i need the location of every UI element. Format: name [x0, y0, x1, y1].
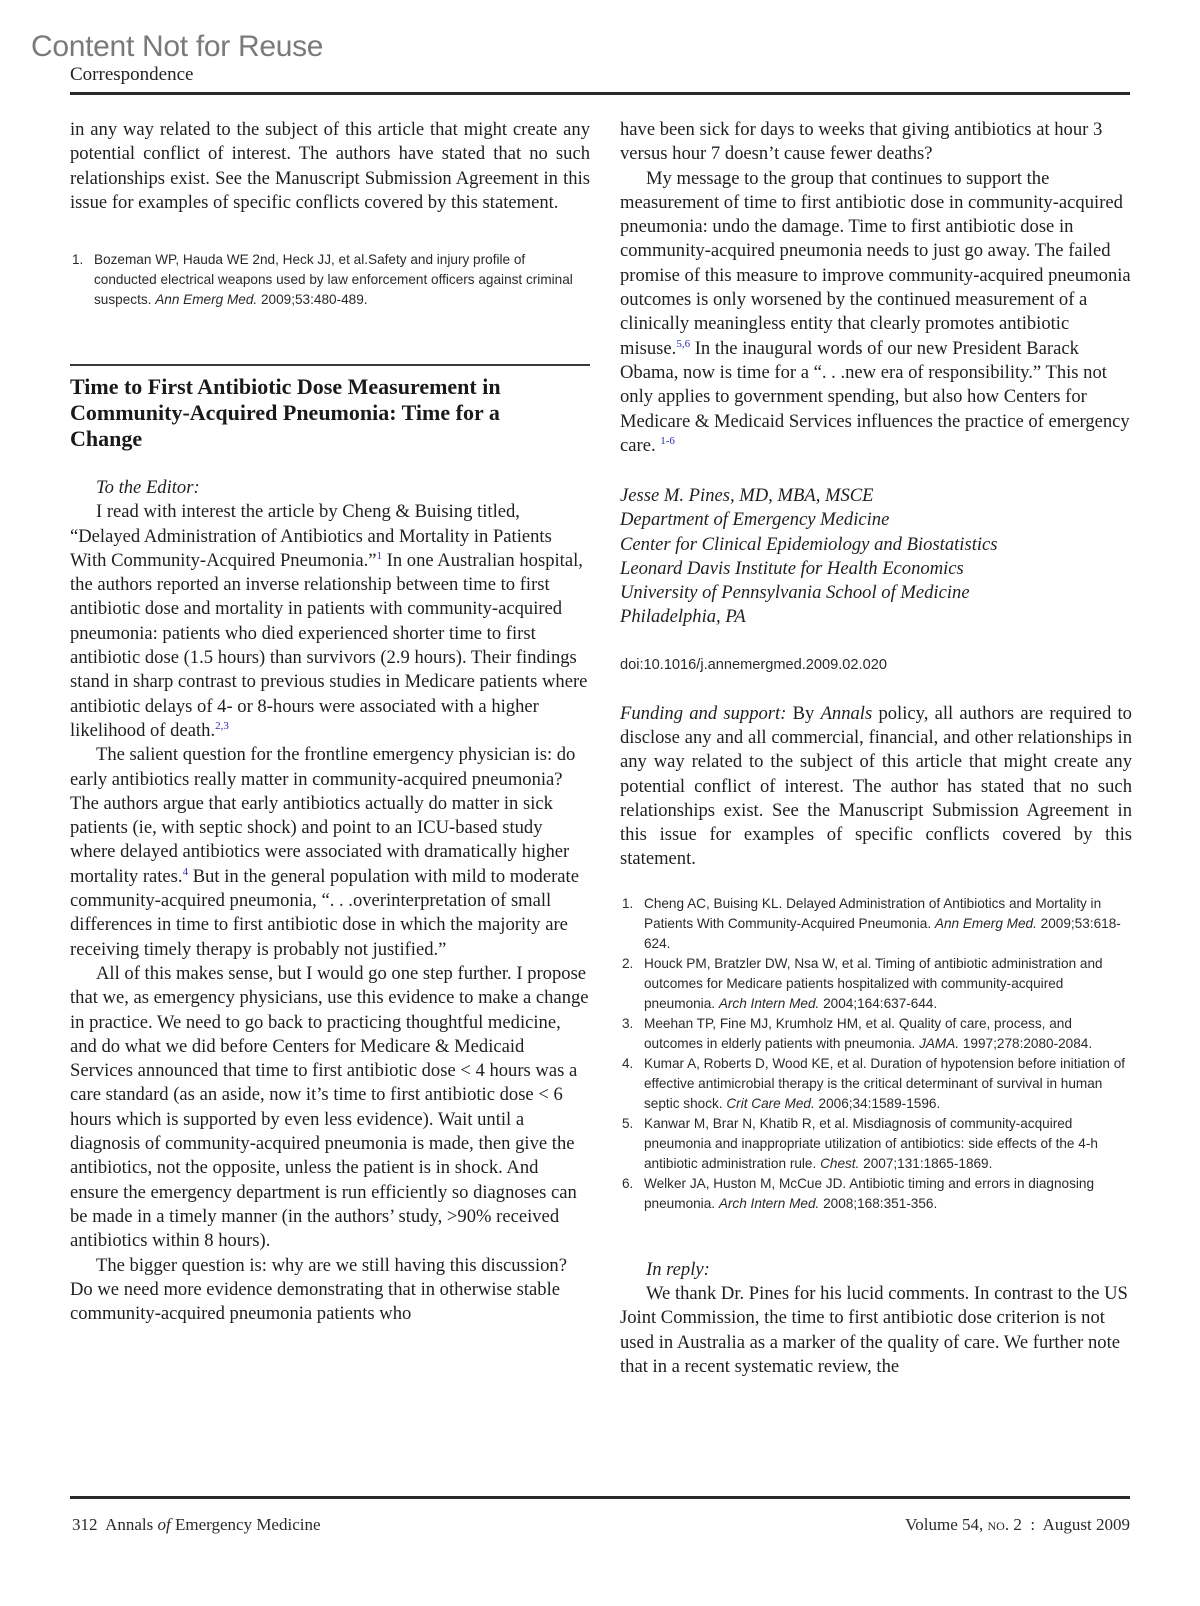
author-affiliation: University of Pennsylvania School of Medicine	[620, 581, 970, 603]
watermark: Content Not for Reuse	[31, 30, 324, 63]
header-rule	[70, 92, 1130, 95]
author-block	[620, 484, 1132, 629]
paragraph-4: The bigger question is: why are we still having this discussion? Do we need more evidence demonstrating that in otherwise stable community-acquired pneumonia patients who	[70, 1254, 567, 1325]
reference-item: 1. Bozeman WP, Hauda WE 2nd, Heck JJ, et al.Safety and injury profile of conducted electrical weapons used by law enforcement officers against criminal suspects. Ann Emerg Med. 2009;53:480-489.	[72, 252, 573, 307]
paragraph-1: I read with interest the article by Cheng & Buising titled, “Delayed Administration of Antibiotics and Mortality in Patients With Community-Acquired Pneumonia.”$^1$ In one Australian hospital, the authors reported an inverse relationship between time to first antibiotic dose and mortality in patients with community-acquired pneumonia: patients who died experienced shorter time to first antibiotic dose (1.5 hours) than survivors (2.9 hours). Their findings stand in sharp contrast to previous studies in Medicare patients where antibiotic delays of 4- or 8-hours were associated with a higher likelihood of death.$^{2,3}$	[70, 501, 588, 741]
reference-number: 1.	[72, 252, 84, 267]
citation-link[interactable]: 5,6	[676, 337, 691, 350]
citation-link[interactable]: 1-6	[660, 434, 675, 447]
author-location: Philadelphia, PA	[620, 606, 746, 628]
citation-link[interactable]: 2,3	[215, 719, 229, 732]
reference-item: 1. Cheng AC, Buising KL. Delayed Administration of Antibiotics and Mortality in Patients With Community-Acquired Pneumonia. Ann Emerg Med. 2009;53:618-624.	[622, 895, 1121, 951]
reference-item: 3. Meehan TP, Fine MJ, Krumholz HM, et al. Quality of care, process, and outcomes in elderly patients with pneumonia. JAMA. 1997;278:2080-2084.	[622, 1015, 1093, 1051]
left-column	[70, 118, 590, 1326]
article-title: Time to First Antibiotic Dose Measurement in Community-Acquired Pneumonia: Time for a Change	[70, 374, 501, 451]
paragraph-3: All of this makes sense, but I would go one step further. I propose that we, as emergency physicians, use this evidence to make a change in practice. We need to go back to practicing thoughtful medicine, and do what we did before Centers for Medicare & Medicaid Services announced that time to first antibiotic dose < 4 hours was a care standard (as an aside, now it’s time to first antibiotic dose < 6 hours which is supported by even less evidence). Wait until a diagnosis of community-acquired pneumonia is made, then give the antibiotics, not the opposite, unless the patient is in shock. And ensure the emergency department is run efficiently so diagnoses can be made in a timely manner (in the authors’ study, >90% received antibiotics within 8 hours).	[70, 962, 589, 1252]
reference-list	[620, 894, 1132, 1214]
reply-paragraph: We thank Dr. Pines for his lucid comments. In contrast to the US Joint Commission, the time to first antibiotic dose criterion is not used in Australia as a marker of the quality of care. We further note that in a recent systematic review, the	[620, 1283, 1128, 1377]
author-affiliation: Department of Emergency Medicine	[620, 509, 890, 531]
author-name: Jesse M. Pines, MD, MBA, MSCE	[620, 485, 874, 507]
reference-item: 4. Kumar A, Roberts D, Wood KE, et al. Duration of hypotension before initiation of effective antimicrobial therapy is the critical determinant of survival in human septic shock. Crit Care Med. 2006;34:1589-1596.	[622, 1055, 1126, 1111]
reference-item: 6. Welker JA, Huston M, McCue JD. Antibiotic timing and errors in diagnosing pneumonia. Arch Intern Med. 2008;168:351-356.	[622, 1175, 1095, 1211]
footer-rule	[70, 1496, 1130, 1499]
reference-item: 5. Kanwar M, Brar N, Khatib R, et al. Misdiagnosis of community-acquired pneumonia and inappropriate utilization of antibiotics: side effects of the 4-h antibiotic administration rule. Chest. 2007;131:1865-1869.	[622, 1115, 1098, 1171]
section-label: Correspondence	[70, 64, 194, 85]
citation-link[interactable]: 4	[182, 865, 189, 878]
reference-journal: Ann Emerg Med.	[155, 292, 258, 307]
paragraph-5: My message to the group that continues to support the measurement of time to first antibiotic dose in community-acquired pneumonia: undo the damage. Time to first antibiotic dose in community-acquired pneumonia needs to just go away. The failed promise of this measure to improve community-acquired pneumonia outcomes is only worsened by the continued measurement of a clinically meaningless entity that clearly promotes antibiotic misuse.$^{5,6}$ In the inaugural words of our new President Barack Obama, now is time for a “. . .new era of responsibility.” This not only applies to government spending, but also how Centers for Medicare & Medicaid Services influences the practice of emergency care. $^{1-6}$	[620, 167, 1131, 456]
previous-disclosure-tail: in any way related to the subject of this article that might create any potential conflict of interest. The authors have stated that no such relationships exist. See the Manuscript Submission Agreement in this issue for examples of specific conflicts covered by this statement.	[70, 119, 590, 213]
funding-label: Funding and support:	[620, 702, 787, 724]
footer-journal: 312 Annals of Emergency Medicine	[72, 1515, 321, 1534]
article-divider	[70, 364, 590, 366]
reference-item: 2. Houck PM, Bratzler DW, Nsa W, et al. Timing of antibiotic administration and outcomes for Medicare patients hospitalized with community-acquired pneumonia. Arch Intern Med. 2004;164:637-644.	[622, 955, 1103, 1011]
page-number: 312	[72, 1515, 98, 1534]
author-affiliation: Center for Clinical Epidemiology and Biostatistics	[620, 533, 998, 555]
funding-statement: Funding and support: By Annals policy, all authors are required to disclose any and all commercial, financial, and other relationships in any way related to the subject of this article that might create any potential conflict of interest. The author has stated that no such relationships exist. See the Manuscript Submission Agreement in this issue for examples of specific conflicts covered by this statement.	[620, 702, 1132, 870]
right-column	[620, 118, 1132, 1379]
reply-label: In reply:	[646, 1258, 710, 1280]
author-affiliation: Leonard Davis Institute for Health Economics	[620, 557, 964, 579]
previous-reference-list	[70, 250, 590, 310]
citation-link[interactable]: 1	[376, 549, 383, 562]
salutation: To the Editor:	[96, 477, 200, 498]
paragraph-2: The salient question for the frontline emergency physician is: do early antibiotics really matter in community-acquired pneumonia? The authors argue that early antibiotics actually do matter in sick patients (ie, with septic shock) and point to an ICU-based study where delayed antibiotics were associated with dramatically higher mortality rates.$^4$ But in the general population with mild to moderate community-acquired pneumonia, “. . .overinterpretation of small differences in time to first antibiotic dose in which the majority are receiving timely therapy is probably not justified.”	[70, 744, 579, 960]
paragraph-4-continued: have been sick for days to weeks that giving antibiotics at hour 3 versus hour 7 doesn’t cause fewer deaths?	[620, 119, 1103, 165]
footer-issue: Volume 54, no. 2 : August 2009	[905, 1515, 1130, 1534]
doi-link[interactable]: doi:10.1016/j.annemergmed.2009.02.020	[620, 657, 887, 674]
